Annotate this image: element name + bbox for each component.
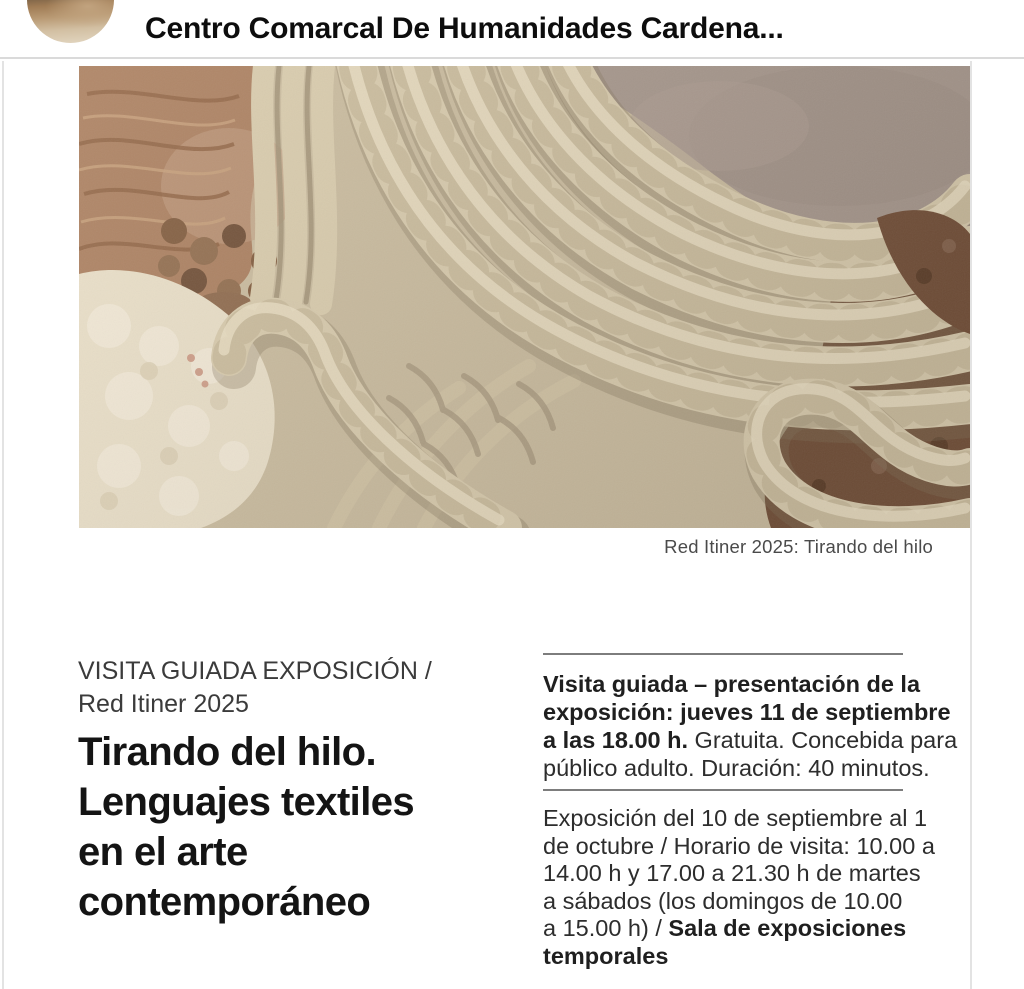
info-line: Exposición del 10 de septiembre al 1 (543, 805, 928, 831)
textile-artwork-photo[interactable] (79, 66, 970, 528)
info-line: a las 18.00 h. Gratuita. Concebida para (543, 727, 958, 753)
info-divider-middle (543, 789, 903, 791)
profile-avatar[interactable] (27, 0, 114, 43)
info-line: 14.00 h y 17.00 a 21.30 h de martes (543, 860, 921, 886)
profile-name[interactable]: Centro Comarcal De Humanidades Cardena... (145, 11, 784, 45)
exhibition-title (78, 727, 528, 927)
info-line: de octubre / Horario de visita: 10.00 a (543, 832, 935, 859)
textile-artwork (79, 66, 970, 528)
exhibition-schedule-info (543, 805, 943, 970)
exhibition-title-line: Tirando del hilo. (78, 730, 376, 774)
image-caption: Red Itiner 2025: Tirando del hilo (664, 536, 933, 557)
exhibition-title-line: contemporáneo (78, 880, 371, 924)
info-line: a sábados (los domingos de 10.00 (543, 887, 903, 914)
exhibition-details (543, 653, 958, 970)
info-line: a 15.00 h) / Sala de exposiciones (543, 915, 907, 941)
exhibition-title-line: Lenguajes textiles (78, 780, 414, 824)
info-line: temporales (543, 942, 669, 969)
post-header (0, 0, 1024, 59)
poster-left-edge (2, 61, 4, 989)
exhibition-title-line: en el arte (78, 830, 248, 874)
info-line: público adulto. Duración: 40 minutos. (543, 755, 930, 781)
guided-visit-info (543, 670, 958, 782)
info-line: Visita guiada – presentación de la (543, 671, 921, 697)
exhibition-eyebrow-line1: VISITA GUIADA EXPOSICIÓN / (78, 657, 432, 685)
info-line: exposición: jueves 11 de septiembre (543, 699, 951, 725)
exhibition-heading (78, 655, 528, 927)
exhibition-eyebrow-line2: Red Itiner 2025 (78, 690, 249, 718)
info-divider-top (543, 653, 903, 655)
poster-right-edge (970, 61, 972, 989)
